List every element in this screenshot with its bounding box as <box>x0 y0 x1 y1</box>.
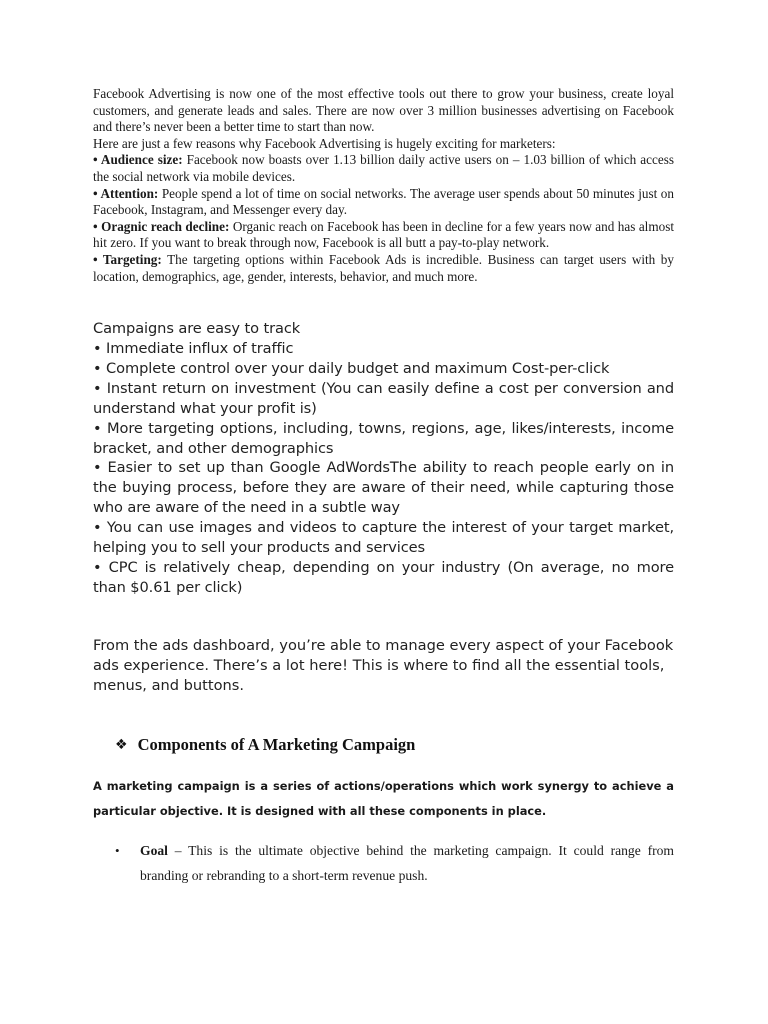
facebook-advertising-section <box>93 86 674 285</box>
components-intro <box>93 774 674 824</box>
bullet-symbol: • <box>93 218 98 234</box>
bullet-symbol: • <box>93 251 98 267</box>
bullet-label: Targeting: <box>102 251 162 267</box>
goal-bullet <box>93 838 674 888</box>
list-item: • Easier to set up than Google AdWordsThe ability to reach people early on in the buying process, before they are aware of their need, while capturing those who are aware of the need in a subtle way <box>93 459 674 517</box>
bullet-label: Attention: <box>100 185 159 201</box>
list-item: • Complete control over your daily budget and maximum Cost-per-click <box>93 359 610 377</box>
bullet-text: The targeting options within Facebook Ads is incredible. Business can target users with by location, demographics, age, gender, interests, behavior, and much more. <box>93 251 674 284</box>
document-page <box>93 86 674 888</box>
bullet-icon: • <box>115 842 120 858</box>
heading-text: Components of A Marketing Campaign <box>137 734 416 754</box>
list-item: • More targeting options, including, towns, regions, age, likes/interests, income bracket, and other demographics <box>93 419 674 457</box>
list-item: • CPC is relatively cheap, depending on your industry (On average, no more than $0.61 per click) <box>93 559 674 596</box>
bullet-text: Facebook now boasts over 1.13 billion daily active users on – 1.03 billion of which access the social network via mobile devices. <box>93 152 674 184</box>
campaigns-track-section <box>93 319 674 598</box>
reasons-intro: Here are just a few reasons why Facebook Advertising is hugely exciting for marketers: <box>93 135 556 151</box>
goal-text-block <box>140 838 674 888</box>
bullet-audience-size <box>93 152 674 185</box>
bullet-organic-reach <box>93 219 674 252</box>
bullet-text: Organic reach on Facebook has been in decline for a few years now and has almost hit zero. If you want to break through now, Facebook is all butt a pay-to-play network. <box>93 218 674 251</box>
list-item: • You can use images and videos to capture the interest of your target market, helping you to sell your products and services <box>93 519 674 557</box>
components-intro-text: A marketing campaign is a series of actions/operations which work synergy to achieve a particular objective. It is designed with all these components in place. <box>93 778 674 818</box>
goal-text: – This is the ultimate objective behind the marketing campaign. It could range from branding or rebranding to a short-term revenue push. <box>140 842 674 883</box>
list-item: • Immediate influx of traffic <box>93 340 294 358</box>
bullet-label: Oragnic reach decline: <box>101 218 230 234</box>
bullet-symbol: • <box>93 185 98 201</box>
bullet-symbol: • <box>93 152 98 168</box>
diamond-bullet-icon: ❖ <box>115 736 128 753</box>
goal-label: Goal <box>140 842 168 858</box>
list-item: • Instant return on investment (You can easily define a cost per conversion and understand what your profit is) <box>93 379 674 417</box>
dashboard-paragraph: From the ads dashboard, you’re able to manage every aspect of your Facebook ads experience. There’s a lot here! This is where to find all the essential tools, menus, and buttons. <box>93 636 674 694</box>
components-heading <box>115 735 674 755</box>
bullet-attention <box>93 186 674 219</box>
section-heading: Campaigns are easy to track <box>93 320 301 338</box>
bullet-label: Audience size: <box>100 152 183 168</box>
intro-paragraph: Facebook Advertising is now one of the most effective tools out there to grow your business, create loyal customers, and generate leads and sales. There are now over 3 million businesses advertising on Facebook and there’s never been a better time to start than now. <box>93 86 674 135</box>
bullet-targeting <box>93 252 674 285</box>
bullet-text: People spend a lot of time on social networks. The average user spends about 50 minutes just on Facebook, Instagram, and Messenger every day. <box>93 185 674 218</box>
ads-dashboard-section <box>93 636 674 696</box>
